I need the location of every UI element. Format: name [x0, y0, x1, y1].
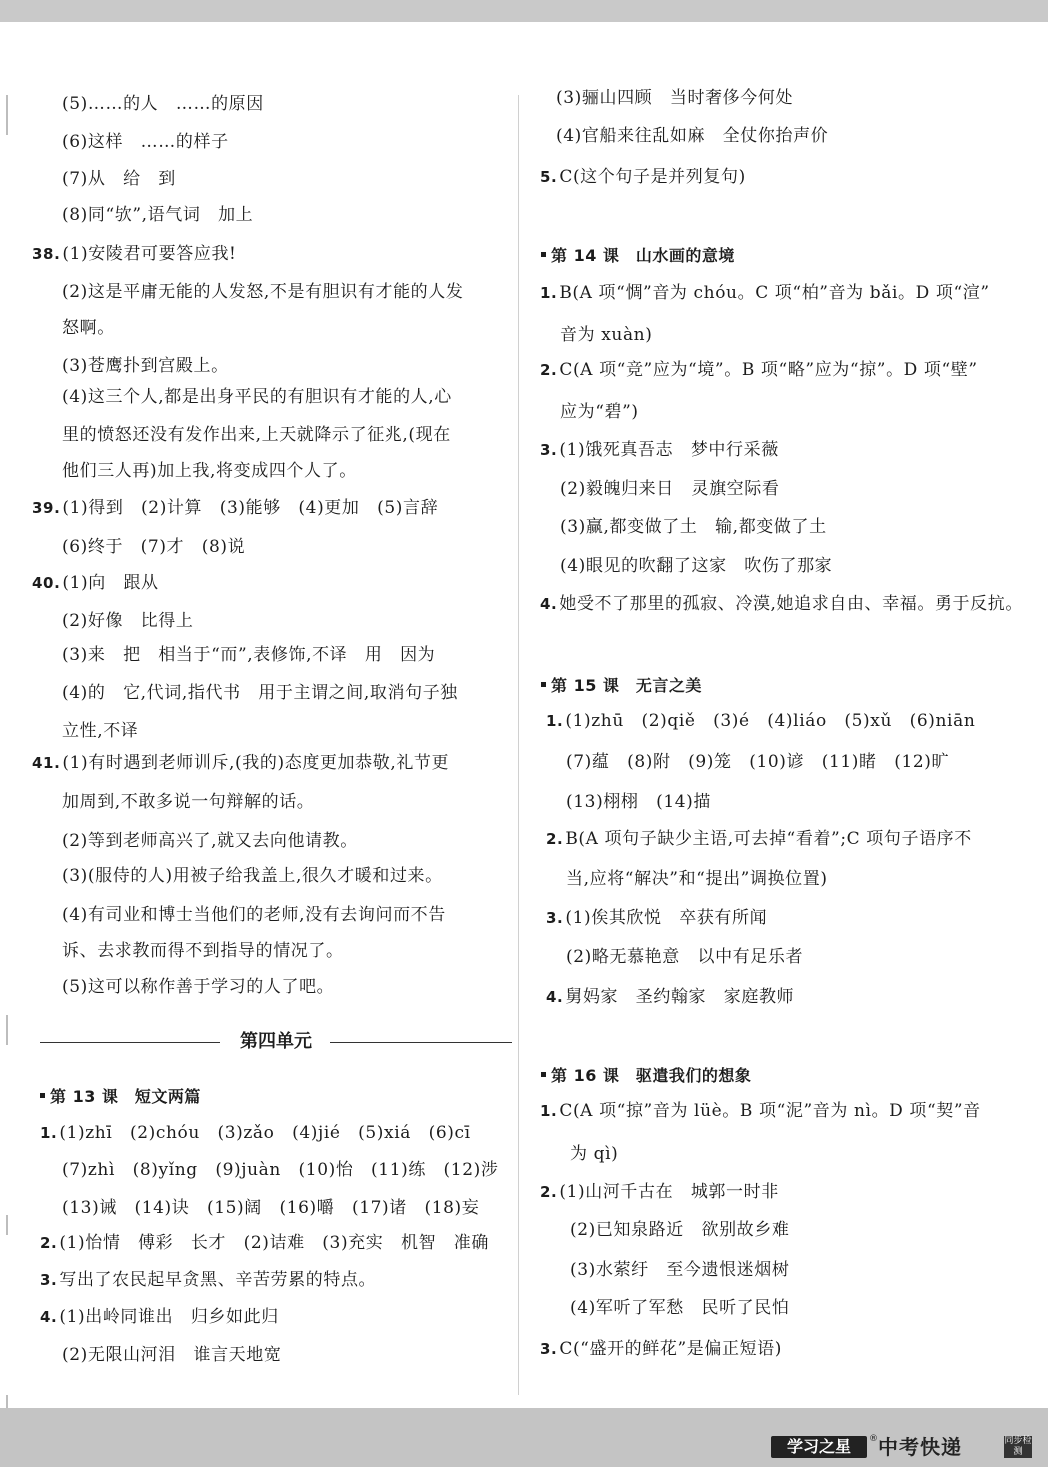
- answer-line: [560, 400, 639, 424]
- answer-line: [540, 1099, 981, 1123]
- answer-line: [62, 903, 446, 927]
- answer-text: (3)来 把 相当于“而”,表修饰,不译 用 因为: [62, 645, 436, 665]
- answer-line: [560, 477, 779, 501]
- answer-text: (1)zhī (2)chóu (3)zǎo (4)jié (5)xiá (6)cī: [59, 1123, 471, 1143]
- question-number: 38.: [32, 245, 61, 263]
- answer-line: [32, 571, 159, 595]
- question-number: 3.: [540, 441, 558, 459]
- answer-text: B(A 项“惆”音为 chóu。C 项“柏”音为 bǎi。D 项“渲”: [559, 283, 990, 303]
- answer-line: [570, 1142, 618, 1166]
- answer-text: (2)已知泉路近 欲别故乡难: [570, 1220, 790, 1240]
- answer-line: [540, 1180, 779, 1204]
- question-number: 2.: [540, 1183, 558, 1201]
- answer-text: (3)水萦纡 至今遗恨迷烟树: [570, 1260, 790, 1280]
- answer-line: [62, 459, 357, 483]
- answer-line: [40, 1231, 489, 1255]
- answer-line: [566, 750, 949, 774]
- answer-text: (5)……的人 ……的原因: [62, 94, 264, 114]
- question-number: 39.: [32, 499, 61, 517]
- lesson-14-title: 第 14 课 山水画的意境: [551, 246, 735, 265]
- answer-line: [62, 316, 115, 340]
- brand-logo-zhongkaokuaidi: 中考快递: [878, 1435, 962, 1459]
- answer-text: (2)无限山河泪 谁言天地宽: [62, 1345, 282, 1365]
- answer-text: (4)眼见的吹翻了这家 吹伤了那家: [560, 556, 833, 576]
- answer-text: 她受不了那里的孤寂、冷漠,她追求自由、幸福。勇于反抗。: [559, 594, 1023, 614]
- answer-text: (1)山河千古在 城郭一时非: [559, 1182, 779, 1202]
- answer-line: [540, 592, 1023, 616]
- answer-line: [566, 867, 828, 891]
- answer-line: [62, 939, 344, 963]
- answer-text: 写出了农民起早贪黑、辛苦劳累的特点。: [59, 1270, 377, 1290]
- answer-text: 诉、去求教而得不到指导的情况了。: [62, 941, 344, 961]
- question-number: 3.: [546, 909, 564, 927]
- brand-badge-tongbujiance: 同步检测: [1004, 1436, 1032, 1457]
- answer-text: C(A 项“竞”应为“境”。B 项“略”应为“掠”。D 项“壁”: [559, 360, 978, 380]
- lesson-16-title: 第 16 课 驱遣我们的想象: [551, 1066, 752, 1085]
- answer-text: (2)毅魄归来日 灵旗空际看: [560, 479, 780, 499]
- answer-line: [40, 1268, 376, 1292]
- answer-text: (1)向 跟从: [62, 573, 159, 593]
- answer-line: [560, 515, 827, 539]
- answer-text: (8)同“欤”,语气词 加上: [62, 205, 254, 225]
- unit-heading: [40, 1030, 512, 1054]
- answer-line: [62, 130, 229, 154]
- answer-line: [62, 790, 314, 814]
- answer-text: (13)诫 (14)诀 (15)阔 (16)嚼 (17)诸 (18)妄: [62, 1198, 480, 1218]
- answer-line: [40, 1305, 279, 1329]
- answer-line: [560, 323, 652, 347]
- answer-line: [62, 203, 253, 227]
- answer-line: [32, 242, 237, 266]
- answer-line: [540, 438, 779, 462]
- unit-title: 第四单元: [232, 1031, 320, 1052]
- answer-line: [566, 945, 803, 969]
- answer-text: 舅妈家 圣约翰家 家庭教师: [565, 987, 795, 1007]
- answer-line: [62, 1196, 479, 1220]
- answer-line: [546, 985, 794, 1009]
- answer-line: [32, 751, 449, 775]
- answer-text: 怒啊。: [62, 318, 115, 338]
- answer-text: (2)这是平庸无能的人发怒,不是有胆识有才能的人发: [62, 282, 464, 302]
- answer-text: (4)军听了军愁 民听了民怕: [570, 1298, 790, 1318]
- answer-line: [540, 281, 990, 305]
- answer-line: [62, 681, 458, 705]
- answer-text: C(“盛开的鲜花”是偏正短语): [559, 1339, 782, 1359]
- answer-text: 音为 xuàn): [560, 325, 653, 345]
- answer-line: [546, 827, 972, 851]
- answer-text: (1)出岭同谁出 归乡如此归: [59, 1307, 279, 1327]
- answer-line: [540, 165, 746, 189]
- question-number: 4.: [540, 595, 558, 613]
- answer-line: [62, 829, 358, 853]
- answer-text: 当,应将“解决”和“提出”调换位置): [566, 869, 828, 889]
- lesson-13-heading: [40, 1085, 201, 1109]
- question-number: 41.: [32, 754, 61, 772]
- question-number: 1.: [540, 284, 558, 302]
- answer-line: [546, 709, 975, 733]
- answer-text: (6)这样 ……的样子: [62, 132, 229, 152]
- question-number: 1.: [546, 712, 564, 730]
- answer-text: 加周到,不敢多说一句辩解的话。: [62, 792, 315, 812]
- question-number: 3.: [40, 1271, 58, 1289]
- answer-text: (7)zhì (8)yǐng (9)juàn (10)怡 (11)练 (12)涉: [62, 1160, 499, 1180]
- answer-text: (4)这三个人,都是出身平民的有胆识有才能的人,心: [62, 387, 452, 407]
- answer-line: [62, 423, 451, 447]
- left-binding-marks: [6, 95, 8, 1375]
- question-number: 40.: [32, 574, 61, 592]
- answer-text: (7)蕴 (8)附 (9)笼 (10)谚 (11)睹 (12)旷: [566, 752, 950, 772]
- answer-text: B(A 项句子缺少主语,可去掉“看着”;C 项句子语序不: [565, 829, 972, 849]
- question-number: 2.: [546, 830, 564, 848]
- lesson-16-heading: [541, 1064, 751, 1088]
- answer-line: [540, 1337, 782, 1361]
- answer-text: (3)苍鹰扑到宫殿上。: [62, 356, 229, 376]
- registered-mark: ®: [869, 1434, 878, 1444]
- answer-text: (7)从 给 到: [62, 169, 176, 189]
- answer-line: [62, 719, 138, 743]
- answer-text: (6)终于 (7)才 (8)说: [62, 537, 246, 557]
- answer-line: [62, 1343, 281, 1367]
- answer-line: [62, 1158, 498, 1182]
- top-scan-border: [0, 0, 1048, 22]
- question-number: 4.: [40, 1308, 58, 1326]
- answer-text: 立性,不译: [62, 721, 139, 741]
- answer-text: C(A 项“掠”音为 lüè。B 项“泥”音为 nì。D 项“契”音: [559, 1101, 981, 1121]
- answer-text: (4)的 它,代词,指代书 用于主谓之间,取消句子独: [62, 683, 458, 703]
- question-number: 2.: [40, 1234, 58, 1252]
- question-number: 5.: [540, 168, 558, 186]
- lesson-13-title: 第 13 课 短文两篇: [50, 1087, 201, 1106]
- answer-text: (2)略无慕艳意 以中有足乐者: [566, 947, 804, 967]
- answer-line: [62, 864, 443, 888]
- answer-text: (4)官船来往乱如麻 全仗你抬声价: [556, 126, 829, 146]
- lesson-14-heading: [541, 244, 735, 268]
- answer-text: (1)饿死真吾志 梦中行采薇: [559, 440, 779, 460]
- answer-text: (2)等到老师高兴了,就又去向他请教。: [62, 831, 358, 851]
- answer-line: [62, 975, 334, 999]
- answer-line: [62, 535, 245, 559]
- answer-line: [546, 906, 767, 930]
- column-divider: [518, 95, 519, 1395]
- answer-line: [570, 1258, 789, 1282]
- answer-line: [62, 643, 435, 667]
- answer-text: (1)得到 (2)计算 (3)能够 (4)更加 (5)言辞: [62, 498, 439, 518]
- answer-text: (1)俟其欣悦 卒获有所闻: [565, 908, 768, 928]
- answer-line: [40, 1121, 471, 1145]
- answer-line: [62, 609, 193, 633]
- answer-line: [560, 554, 832, 578]
- answer-line: [566, 790, 711, 814]
- heading-bullet-icon: [40, 1093, 45, 1098]
- answer-line: [570, 1218, 789, 1242]
- answer-line: [62, 167, 176, 191]
- answer-text: (1)zhū (2)qiě (3)é (4)liáo (5)xǔ (6)niān: [565, 711, 976, 731]
- heading-bullet-icon: [541, 1072, 546, 1077]
- answer-text: (4)有司业和博士当他们的老师,没有去询问而不告: [62, 905, 446, 925]
- answer-line: [556, 86, 793, 110]
- answer-text: (1)安陵君可要答应我!: [62, 244, 237, 264]
- question-number: 1.: [40, 1124, 58, 1142]
- answer-text: (2)好像 比得上: [62, 611, 194, 631]
- answer-text: C(这个句子是并列复句): [559, 167, 746, 187]
- answer-text: 里的愤怒还没有发作出来,上天就降示了征兆,(现在: [62, 425, 451, 445]
- answer-line: [32, 496, 438, 520]
- answer-line: [62, 385, 452, 409]
- heading-bullet-icon: [541, 252, 546, 257]
- answer-text: 为 qì): [570, 1144, 619, 1164]
- answer-line: [540, 358, 978, 382]
- answer-text: (3)赢,都变做了土 输,都变做了土: [560, 517, 827, 537]
- brand-logo-xuexizhixing: 学习之星: [771, 1436, 867, 1458]
- question-number: 1.: [540, 1102, 558, 1120]
- lesson-15-heading: [541, 674, 702, 698]
- answer-text: (3)骊山四顾 当时奢侈今何处: [556, 88, 794, 108]
- answer-line: [570, 1296, 789, 1320]
- answer-line: [62, 354, 229, 378]
- lesson-15-title: 第 15 课 无言之美: [551, 676, 702, 695]
- question-number: 3.: [540, 1340, 558, 1358]
- answer-line: [556, 124, 828, 148]
- heading-bullet-icon: [541, 682, 546, 687]
- answer-text: (3)(服侍的人)用被子给我盖上,很久才暖和过来。: [62, 866, 443, 886]
- answer-text: (13)栩栩 (14)描: [566, 792, 711, 812]
- answer-text: (5)这可以称作善于学习的人了吧。: [62, 977, 335, 997]
- answer-text: 他们三人再)加上我,将变成四个人了。: [62, 461, 357, 481]
- question-number: 2.: [540, 361, 558, 379]
- answer-line: [62, 280, 463, 304]
- answer-text: 应为“碧”): [560, 402, 639, 422]
- answer-text: (1)怡情 傅彩 长才 (2)诘难 (3)充实 机智 准确: [59, 1233, 489, 1253]
- answer-text: (1)有时遇到老师训斥,(我的)态度更加恭敬,礼节更: [62, 753, 450, 773]
- question-number: 4.: [546, 988, 564, 1006]
- answer-line: [62, 92, 264, 116]
